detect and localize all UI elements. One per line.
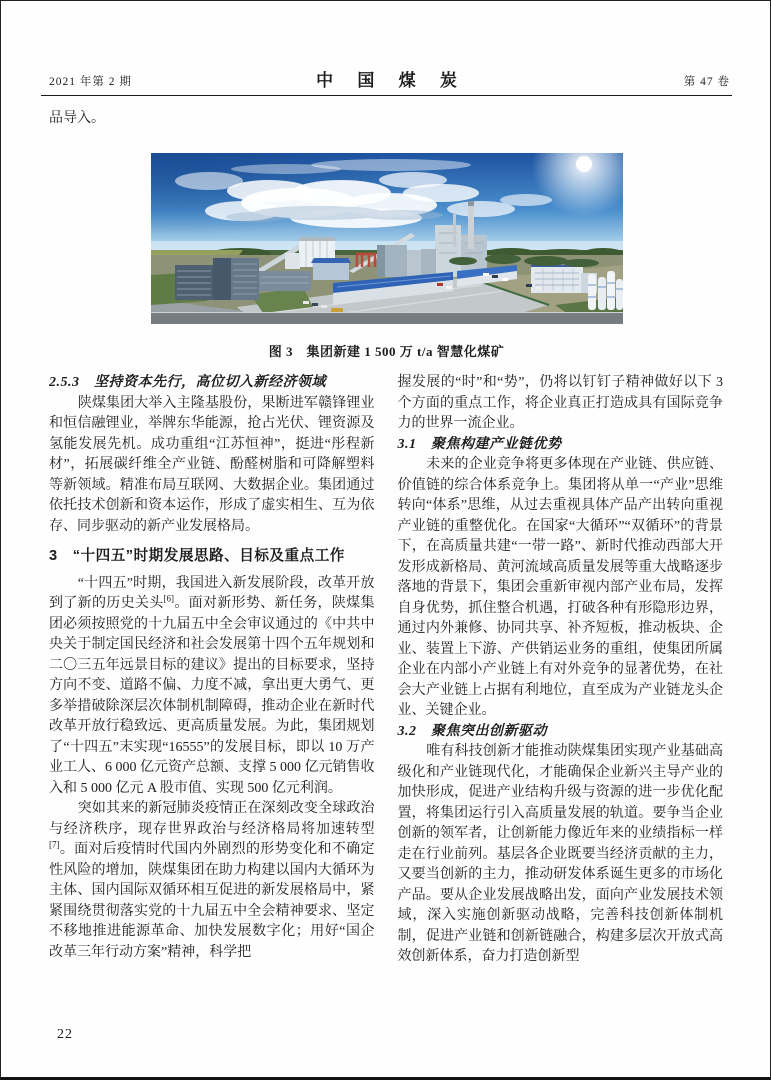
blue-roof-building bbox=[311, 258, 351, 280]
figure-caption: 图 3 集团新建 1 500 万 t/a 智慧化煤矿 bbox=[268, 344, 505, 359]
citation-ref-7: [7] bbox=[49, 839, 60, 850]
body-columns bbox=[49, 373, 723, 1023]
paragraph-innovation: 唯有科技创新才能推动陕煤集团实现产业基础高级化和产业链现代化，才能确保企业新兴主导产业的加快形成，促进产业结构升级与资源的进一步优化配置，将集团运行引入高质量发展的轨道。要争当企业创新的领军者，让创新能力像近年来的业绩指标一样走在行业前列。基层各企业既要当经济贡献的主力，又要当创新的主力，推动研发体系诞生更多的市场化产品。要从企业发展战略出发，面向产业发展技术领域，深入实施创新驱动战略，完善科技创新体制机制，促进产业链和创新链融合，构建多层次开放式高效创新体系，奋力打造创新型 bbox=[397, 744, 723, 964]
heading-3-1: 3.1 聚焦构建产业链优势 bbox=[397, 436, 562, 452]
paragraph-capital-first: 陕煤集团大举入主隆基股份，果断进军赣锋锂业和恒信融锂业，举牌东华能源，抢占光伏、锂资源及氢能发展先机。成功重组“江苏恒神”，挺进“彤程新材”，拓展碳纤维全产业链、酚醛树脂和可降解塑料等新领域。精准布局互联网、大数据企业。集团通过依托技术创新和资本运作，形成了虚实相生、互为依存、同步驱动的新产业发展格局。 bbox=[49, 395, 375, 534]
paragraph-pandemic bbox=[49, 799, 375, 963]
paragraph-continuation: 握发展的“时”和“势”，仍将以钉钉子精神做好以下 3 个方面的重点工作，将企业真正打造成具有国际竞争力的世界一流企业。 bbox=[397, 375, 723, 431]
paragraph-industry-chain: 未来的企业竞争将更多体现在产业链、供应链、价值链的综合体系竞争上。集团将从单一“产业”思维转向“体系”思维，从过去重视具体产品产出转向重视产业链的重整优化。在国家“大循环”“双循环”的背景下，在高质量共建“一带一路”、新时代推动西部大开发形成新格局、黄河流域高质量发展等重大战略逐步落地的背景下，集团会重新审视内部产业布局，发挥自身优势，抓住整合机遇，打破各种有形隐形边界，通过内外兼修、协同共享、补齐短板，推动板块、企业、装置上下游、产供销运业务的重组，使集团所属企业在内部小产业链上有对外竞争的显著优势，在社会大产业链上占据有利地位，直至成为产业链龙头企业、关键企业。 bbox=[397, 457, 723, 718]
mine-panorama-illustration bbox=[151, 153, 623, 324]
heading-2-5-3: 2.5.3 坚持资本先行，高位切入新经济领域 bbox=[49, 375, 326, 390]
right-column bbox=[398, 373, 724, 1023]
citation-ref-6: [6] bbox=[163, 593, 175, 604]
page-number: 22 bbox=[57, 1027, 73, 1042]
text-segment: “十四五”时期，我国进入新发展阶段，改革开放到了新的历史关头 bbox=[49, 575, 375, 611]
journal-title: 中 国 煤 炭 bbox=[316, 71, 467, 90]
paragraph-14th-plan bbox=[49, 574, 375, 800]
text-segment: 。面对新形势、新任务，陕煤集团必须按照党的十九届五中全会审议通过的《中共中央关于制定国民经济和社会发展第十四个五年规划和二〇三五年远景目标的建议》提出的目标要求，坚持方向不变、道路不偏、力度不减，拿出更大勇气、更多举措破除深层次体制机制障碍，推动企业在新时代改革开放行稳致远、更高质量发展。为此，集团规划了“十四五”末实现“16555”的发展目标，即以 10 万产业工人、6 000 亿元资产总额、支撑 5 000 亿元销售收入和 5 000 亿元 A 股市值、实现 500 亿元利润。 bbox=[49, 596, 375, 796]
issue-label: 2021 年第 2 期 bbox=[49, 76, 132, 88]
text-segment: 。面对后疫情时代国内外剧烈的形势变化和不确定性风险的增加，陕煤集团在助力构建以国内大循环为主体、国内国际双循环相互促进的新发展格局中，紧紧围绕贯彻落实党的十九届五中全会精神要求、坚定不移地推进能源革命、加快发展数字化；用好“国企改革三年行动方案”精神，科学把 bbox=[49, 842, 375, 960]
running-header bbox=[41, 71, 732, 96]
text-segment: 突如其来的新冠肺炎疫情正在深刻改变全球政治与经济秩序，现存世界政治与经济格局将加速转型 bbox=[49, 801, 375, 837]
heading-section-3: 3 “十四五”时期发展思路、目标及重点工作 bbox=[49, 548, 345, 564]
heading-3-2: 3.2 聚焦突出创新驱动 bbox=[397, 723, 547, 739]
left-column bbox=[49, 373, 375, 1023]
volume-label: 第 47 卷 bbox=[683, 76, 730, 88]
figure-photo bbox=[151, 153, 623, 324]
paragraph-fragment: 品导入。 bbox=[49, 111, 105, 126]
